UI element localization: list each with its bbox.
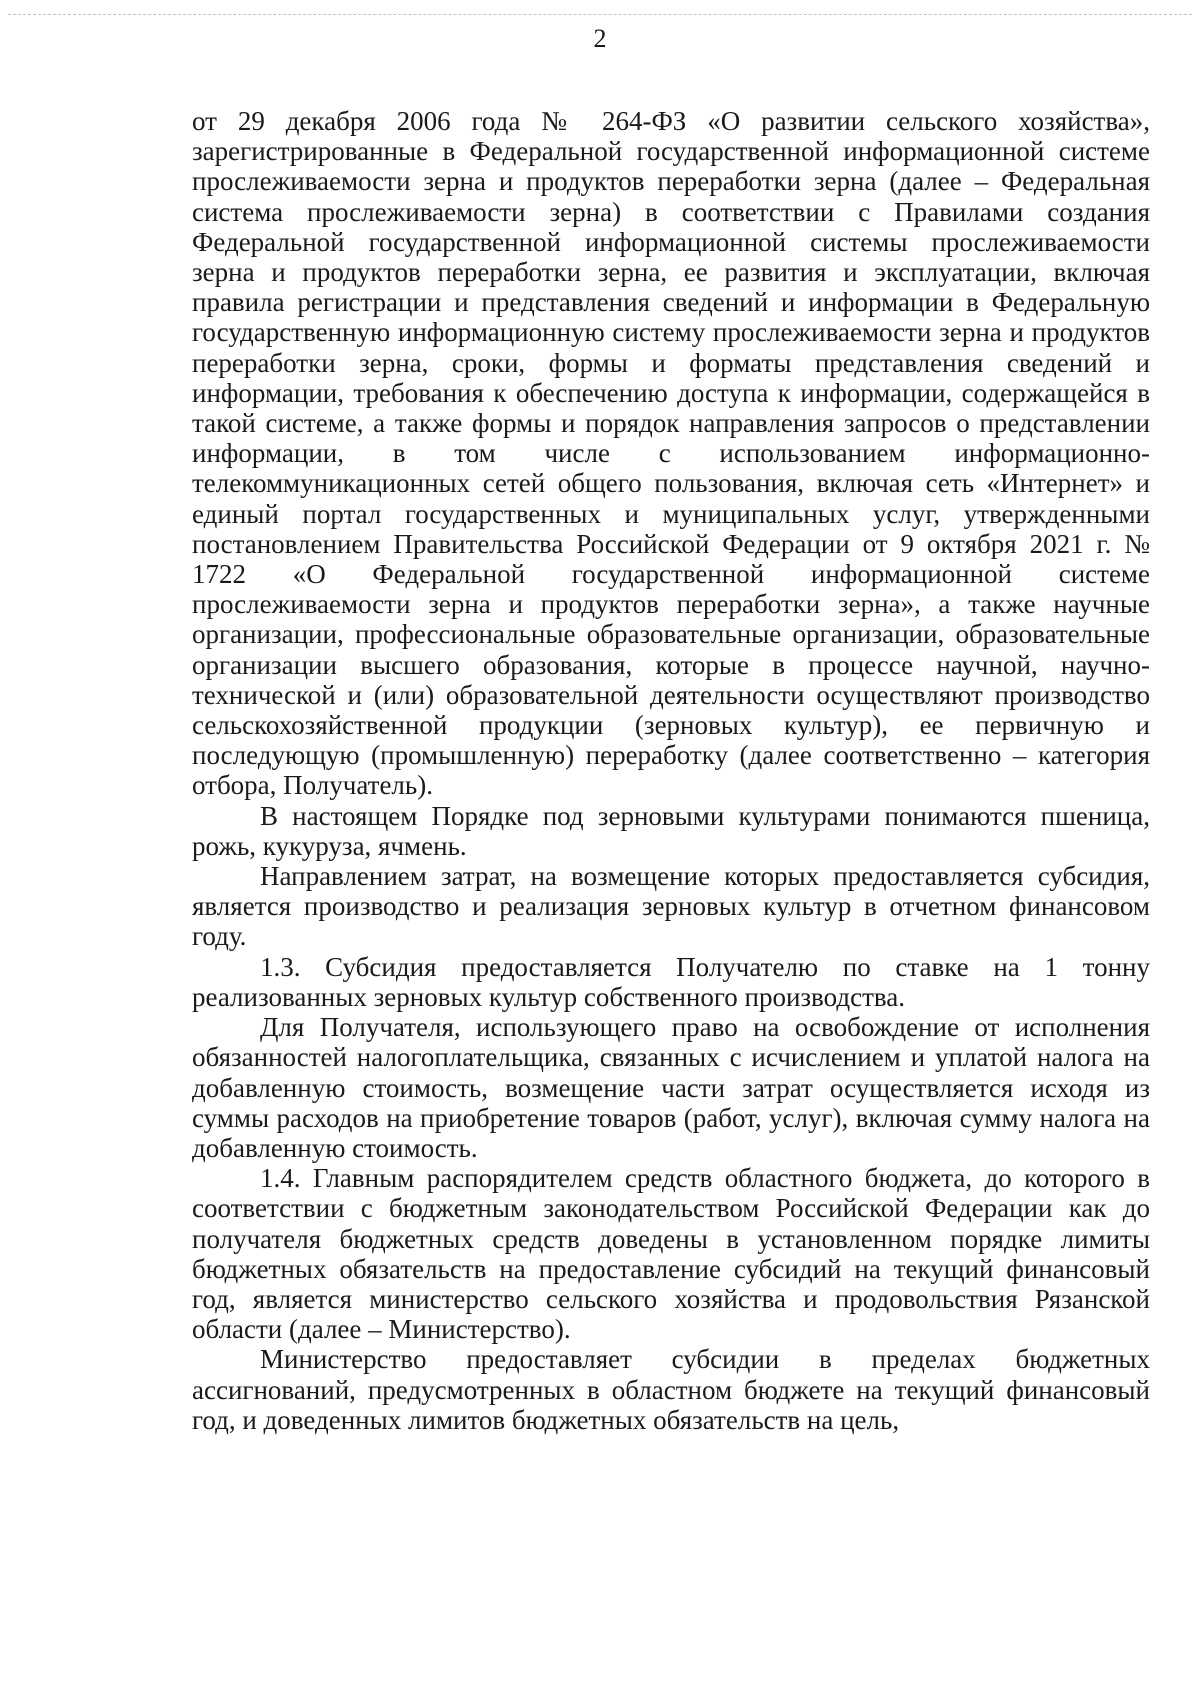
- scan-edge-line: [8, 14, 1192, 15]
- paragraph-grain-crops: В настоящем Порядке под зерновыми культурами понимаются пшеница, рожь, кукуруза, ячмень.: [192, 800, 1150, 861]
- paragraph-1-4: 1.4. Главным распорядителем средств областного бюджета, до которого в соответствии с бюджетным законодательством Российской Федерации как до получателя бюджетных средств доведены в установленном порядке лимиты бюджетных обязательств на предоставление субсидий на текущий финансовый год, является министерство сельского хозяйства и продовольствия Рязанской области (далее – Министерство).: [192, 1163, 1150, 1345]
- document-body: [192, 106, 1150, 1435]
- page-number: 2: [593, 24, 607, 53]
- paragraph-ministry-limits: Министерство предоставляет субсидии в пределах бюджетных ассигнований, предусмотренных в областном бюджете на текущий финансовый год, и доведенных лимитов бюджетных обязательств на цель,: [192, 1344, 1150, 1435]
- paragraph-cost-direction: Направлением затрат, на возмещение которых предоставляется субсидия, является производство и реализация зерновых культур в отчетном финансовом году.: [192, 861, 1150, 952]
- paragraph-continuation: от 29 декабря 2006 года № 264-ФЗ «О развитии сельского хозяйства», зарегистрированные в Федеральной государственной информационной системе прослеживаемости зерна и продуктов переработки зерна (далее – Федеральная система прослеживаемости зерна) в соответствии с Правилами создания Федеральной государственной информационной системы прослеживаемости зерна и продуктов переработки зерна, ее развития и эксплуатации, включая правила регистрации и представления сведений и информации в Федеральную государственную информационную систему прослеживаемости зерна и продуктов переработки зерна, сроки, формы и форматы представления сведений и информации, требования к обеспечению доступа к информации, содержащейся в такой системе, а также формы и порядок направления запросов о представлении информации, в том числе с использованием информационно-телекоммуникационных сетей общего пользования, включая сеть «Интернет» и единый портал государственных и муниципальных услуг, утвержденными постановлением Правительства Российской Федерации от 9 октября 2021 г. № 1722 «О Федеральной государственной информационной системе прослеживаемости зерна и продуктов переработки зерна», а также научные организации, профессиональные образовательные организации, образовательные организации высшего образования, которые в процессе научной, научно-технической и (или) образовательной деятельности осуществляют производство сельскохозяйственной продукции (зерновых культур), ее первичную и последующую (промышленную) переработку (далее соответственно – категория отбора, Получатель).: [192, 106, 1150, 801]
- paragraph-1-3: 1.3. Субсидия предоставляется Получателю по ставке на 1 тонну реализованных зерновых культур собственного производства.: [192, 951, 1150, 1012]
- paragraph-vat-exemption: Для Получателя, использующего право на освобождение от исполнения обязанностей налогоплательщика, связанных с исчислением и уплатой налога на добавленную стоимость, возмещение части затрат осуществляется исходя из суммы расходов на приобретение товаров (работ, услуг), включая сумму налога на добавленную стоимость.: [192, 1012, 1150, 1163]
